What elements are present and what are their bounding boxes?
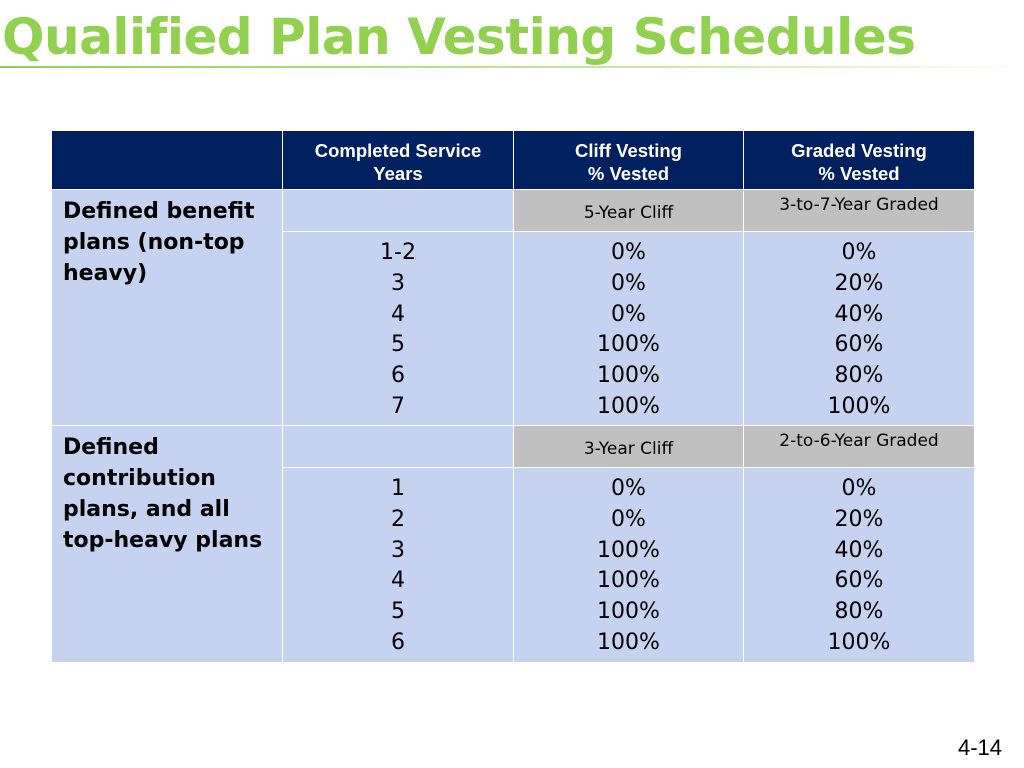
group1-cliff-column <box>514 232 743 425</box>
group2-graded-1: 0% <box>841 476 877 501</box>
header-graded-line2: % Vested <box>818 163 900 184</box>
group2-cliff-2: 0% <box>611 506 646 532</box>
group1-schedule-blank <box>283 190 513 231</box>
group1-cliff-3: 0% <box>611 301 646 327</box>
group2-year-6: 6 <box>391 629 405 655</box>
group2-schedule-blank <box>283 426 513 467</box>
group2-cliff-4: 100% <box>597 568 660 594</box>
category-defined-contribution: Defined contribution plans, and all top-heavy plans <box>52 426 282 662</box>
header-service-years-line2: Years <box>373 163 423 184</box>
group2-cliff-1: 0% <box>611 476 646 501</box>
group1-graded-3: 40% <box>834 301 884 327</box>
group2-graded-5: 80% <box>834 599 884 625</box>
group2-cliff-schedule: 3-Year Cliff <box>514 426 743 467</box>
category-defined-benefit: Defined benefit plans (non-top heavy) <box>52 190 282 425</box>
group2-years-column <box>283 468 513 662</box>
group1-year-3: 4 <box>391 301 405 327</box>
header-cliff-line2: % Vested <box>587 163 670 184</box>
group2-cliff-6: 100% <box>597 629 660 655</box>
group1-year-5: 6 <box>391 363 405 389</box>
group1-cliff-5: 100% <box>597 363 660 389</box>
page-title: Qualified Plan Vesting Schedules <box>2 8 916 66</box>
page-number: 4-14 <box>957 735 1002 760</box>
header-service-years-line1: Completed Service <box>314 140 482 161</box>
group2-cliff-column <box>514 468 743 662</box>
group1-graded-5: 80% <box>834 363 884 389</box>
group2-graded-column <box>744 468 974 662</box>
header-service-years <box>283 131 513 189</box>
group1-graded-2: 20% <box>834 270 884 296</box>
group1-graded-1: 0% <box>841 240 877 265</box>
header-cliff-line1: Cliff Vesting <box>575 140 682 161</box>
group2-year-4: 4 <box>391 568 405 594</box>
group2-graded-6: 100% <box>827 629 891 655</box>
group2-graded-schedule: 2-to-6-Year Graded <box>744 426 974 467</box>
group1-years-column <box>283 232 513 425</box>
group2-graded-2: 20% <box>834 506 884 532</box>
group1-cliff-2: 0% <box>611 270 646 296</box>
group1-year-1: 1-2 <box>380 240 416 265</box>
group1-graded-6: 100% <box>827 393 891 419</box>
group1-graded-schedule: 3-to-7-Year Graded <box>744 190 974 231</box>
vesting-table <box>52 131 974 662</box>
header-blank-cell <box>52 131 282 189</box>
group1-graded-column <box>744 232 974 425</box>
group1-graded-4: 60% <box>834 332 884 358</box>
group2-year-3: 3 <box>391 537 405 563</box>
group1-year-6: 7 <box>391 393 405 419</box>
header-graded-line1: Graded Vesting <box>791 140 927 161</box>
group2-year-2: 2 <box>391 506 405 532</box>
group2-cliff-5: 100% <box>597 599 660 625</box>
header-graded-vesting <box>744 131 974 189</box>
group1-year-2: 3 <box>391 270 405 296</box>
group2-graded-4: 60% <box>834 568 884 594</box>
group1-year-4: 5 <box>391 332 405 358</box>
group1-cliff-1: 0% <box>611 240 646 265</box>
group1-cliff-6: 100% <box>597 393 660 419</box>
group1-cliff-schedule: 5-Year Cliff <box>514 190 743 231</box>
header-cliff-vesting <box>514 131 743 189</box>
group2-year-1: 1 <box>391 476 405 501</box>
title-underline <box>0 66 1024 68</box>
group2-year-5: 5 <box>391 599 405 625</box>
group1-cliff-4: 100% <box>597 332 660 358</box>
group2-graded-3: 40% <box>834 537 884 563</box>
group2-cliff-3: 100% <box>597 537 660 563</box>
